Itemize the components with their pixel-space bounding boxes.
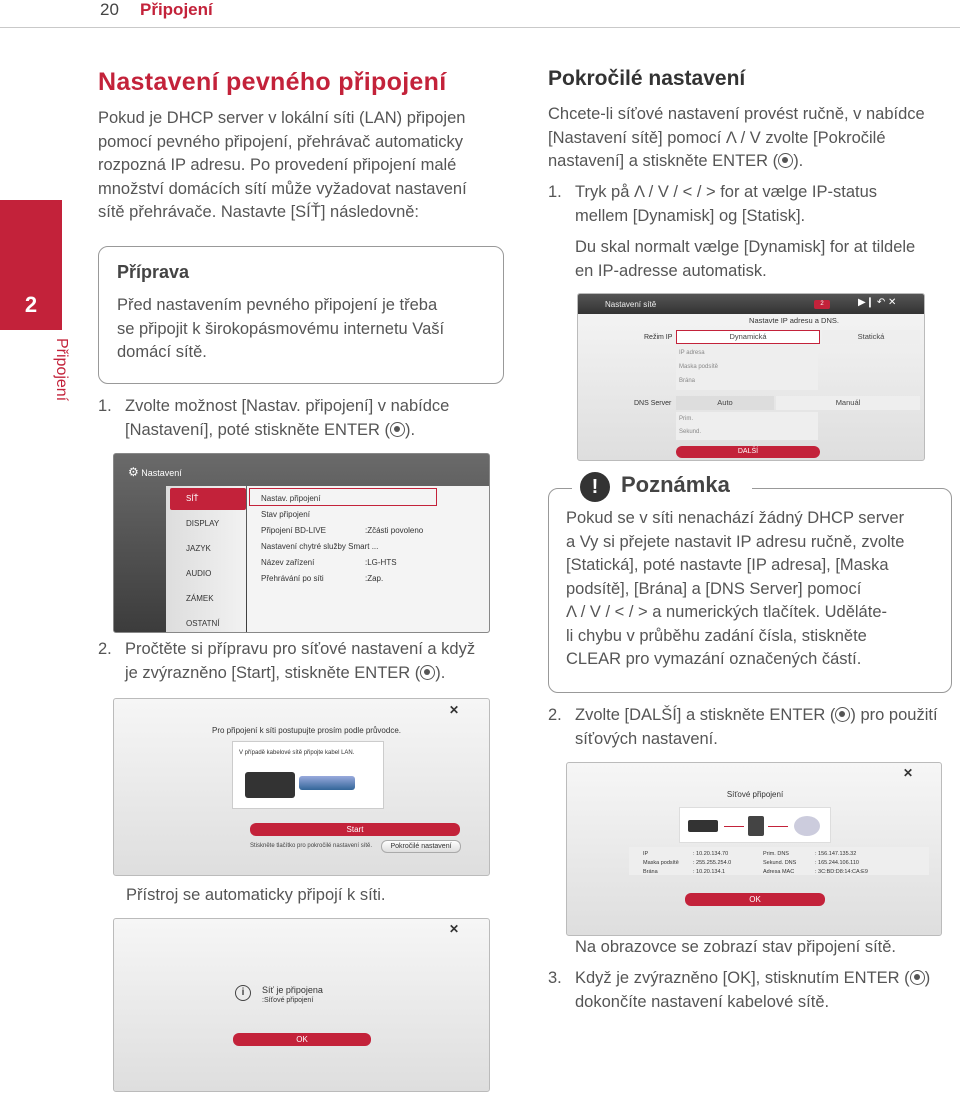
option-bdlive-value: :Zčásti povoleno [365, 526, 424, 535]
close-icon[interactable]: ✕ [448, 922, 459, 936]
menu-item-audio[interactable]: AUDIO [186, 569, 212, 578]
primary-dns-label: Prim. [679, 416, 693, 422]
dynamic-option[interactable]: Dynamická [676, 330, 820, 344]
menu-item-other[interactable]: OSTATNÍ [186, 619, 220, 628]
enter-icon [420, 665, 435, 680]
close-icon[interactable]: ✕ [902, 766, 913, 780]
wired-step-1: 1. Zvolte možnost [Nastav. připojení] v nabídce [Nastavení], poté stiskněte ENTER ( ). [98, 397, 450, 439]
settings-options [247, 486, 490, 633]
status-right-labels: Prim. DNS Sekund. DNS Adresa MAC [763, 851, 797, 875]
enter-icon [835, 707, 850, 722]
option-smart[interactable]: Nastavení chytré služby Smart ... [261, 542, 379, 551]
enter-icon [778, 153, 793, 168]
connected-subtitle: :Síťové připojení [262, 997, 314, 1004]
network-status-screen [566, 762, 942, 936]
advanced-title: Pokročilé nastavení [548, 67, 746, 90]
settings-screen-title: ⚙ Nastavení [128, 465, 182, 479]
side-tab-number: 2 [24, 292, 38, 317]
status-ok-button[interactable]: OK [685, 893, 825, 906]
side-tab-label: Připojení [53, 338, 70, 402]
advanced-step-1-note: Du skal normalt vælge [Dynamisk] for at tildele en IP-adresse automatisk. [575, 238, 916, 280]
prep-heading: Pro připojení k síti postupujte prosím podle průvodce. [212, 726, 401, 735]
dns-server-label: DNS Server [634, 400, 672, 407]
gateway-label: Brána [679, 378, 696, 384]
preparation-title: Příprava [117, 262, 190, 282]
static-option[interactable]: Statická [822, 330, 920, 344]
network-header: Nastavte IP adresu a DNS. [749, 316, 839, 325]
option-playback[interactable]: Přehrávání po síti [261, 574, 324, 583]
status-left-labels: IP Maska podsítě Brána [643, 851, 679, 875]
status-right-values: : 156.147.135.32 : 165.244.106.110 : 3C:BD:D8:14:CA:E9 [815, 851, 868, 875]
menu-item-lock[interactable]: ZÁMEK [186, 594, 214, 603]
advanced-step-1: 1. Tryk på Λ / V / < / > for at vælge IP-status mellem [Dynamisk] og [Statisk]. [548, 183, 878, 225]
advanced-step-2: 2. Zvolte [DALŠÍ] a stiskněte ENTER ( ) pro použití síťových nastavení. [548, 706, 938, 748]
settings-menu [166, 486, 246, 633]
gear-icon: ⚙ [128, 465, 139, 479]
option-connection[interactable]: Nastav. připojení [261, 494, 321, 503]
preparation-screen [113, 698, 490, 876]
page-indicator: 2 [814, 300, 830, 309]
dns-auto-option[interactable]: Auto [676, 396, 774, 410]
secondary-dns-label: Sekund. [679, 429, 702, 435]
advanced-step-3: 3. Když je zvýrazněno [OK], stisknutím ENTER ( ) dokončíte nastavení kabelové sítě. [548, 969, 931, 1011]
exclamation-icon: ! [580, 472, 610, 502]
enter-icon [910, 970, 925, 985]
page-number: 20 [100, 0, 119, 19]
ok-button[interactable]: OK [233, 1033, 371, 1046]
advanced-settings-button[interactable]: Pokročilé nastavení [381, 840, 461, 853]
subnet-mask-label: Maska podsítě [679, 364, 719, 370]
auto-connect-text: Přístroj se automaticky připojí k síti. [126, 886, 386, 904]
menu-item-language[interactable]: JAZYK [186, 544, 211, 553]
enter-icon [390, 422, 405, 437]
option-playback-value: :Zap. [365, 574, 384, 583]
menu-item-display[interactable]: DISPLAY [186, 519, 220, 528]
option-status[interactable]: Stav připojení [261, 510, 310, 519]
menu-item-network[interactable]: SÍŤ [186, 494, 199, 503]
ip-address-label: IP adresa [679, 350, 705, 356]
settings-screen [113, 453, 490, 633]
preparation-box: Příprava Před nastavením pevného připojení je třeba se připojit k širokopásmovému internetu Vaší domácí sítě. [98, 246, 504, 384]
note-text: Pokud se v síti nenachází žádný DHCP server a Vy si přejete nastavit IP adresu ručně, zvolte [Statická], poté nastavte [IP adresa], [Maska podsítě], [Brána] a [DNS Server] pomocí Λ / V / < / > a numerických tlačítek. Uděláte- li chybu v průběhu zadání čísla, stiskněte CLEAR pro vymazání označených částí. [566, 509, 905, 668]
ip-mode-label: Režim IP [644, 334, 673, 341]
wired-intro: Pokud je DHCP server v lokální síti (LAN) připojen pomocí pevného připojení, přehrávač automaticky rozpozná IP adresu. Po provedení připojení malé množství domácích sítí může vyžadovat nastavení sítě přehrávače. Nastavte [SÍŤ] následovně: [98, 109, 467, 221]
status-left-values: : 10.20.134.70 : 255.255.254.0 : 10.20.134.1 [693, 851, 732, 875]
option-device-name[interactable]: Název zařízení [261, 558, 315, 567]
next-button[interactable]: DALŠÍ [676, 446, 820, 458]
note-title: Poznámka [621, 472, 730, 497]
network-diagram [679, 807, 831, 843]
start-button[interactable]: Start [250, 823, 460, 836]
network-settings-screen [577, 293, 925, 461]
wired-step-2: 2. Pročtěte si přípravu pro síťové nastavení a když je zvýrazněno [Start], stiskněte ENTER ( ). [98, 640, 476, 682]
advanced-intro: Chcete-li síťové nastavení provést ručně, v nabídce [Nastavení sítě] pomocí Λ / V zvolte [Pokročilé nastavení] a stiskněte ENTER ( ). [548, 105, 925, 170]
nav-icons[interactable]: ▶❙ ↶ ✕ [858, 297, 897, 308]
close-icon[interactable]: ✕ [448, 703, 459, 717]
info-icon: i [235, 985, 251, 1001]
wired-title: Nastavení pevného připojení [98, 68, 447, 96]
connected-screen [113, 918, 490, 1092]
status-caption: Na obrazovce se zobrazí stav připojení sítě. [575, 938, 896, 956]
status-title: Síťové připojení [726, 790, 784, 799]
side-tab [0, 200, 62, 330]
lan-cable-illustration: V případě kabelové sítě připojte kabel LAN. [232, 741, 384, 809]
option-bdlive[interactable]: Připojení BD-LIVE [261, 526, 326, 535]
dns-manual-option[interactable]: Manuál [776, 396, 920, 410]
header-divider [0, 27, 960, 28]
connected-title: Síť je připojena [262, 985, 323, 995]
option-device-name-value: :LG-HTS [365, 558, 397, 567]
network-screen-title: Nastavení sítě [605, 300, 657, 309]
section-title: Připojení [140, 0, 213, 19]
advanced-hint: Stiskněte tlačítko pro pokročilé nastavení sítě. [250, 843, 373, 849]
